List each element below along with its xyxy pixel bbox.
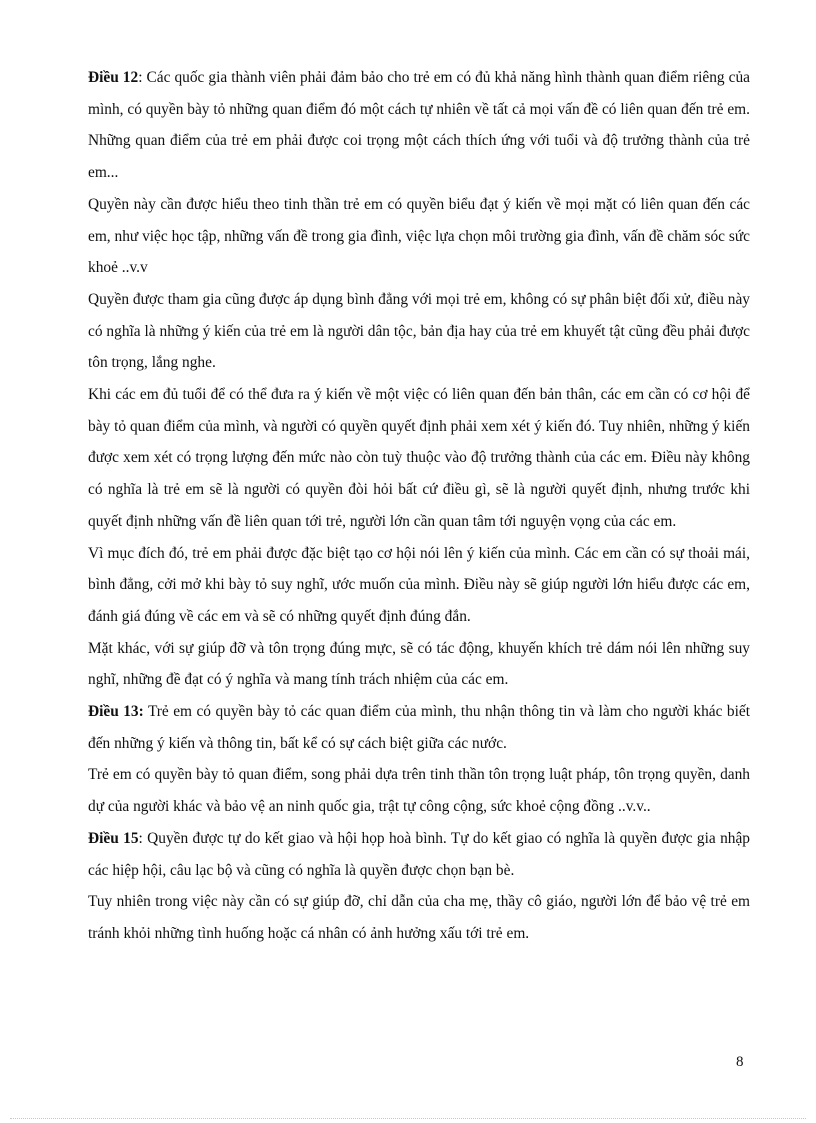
paragraph-text: Trẻ em có quyền bày tỏ quan điểm, song phải dựa trên tinh thần tôn trọng luật pháp, tôn trọng quyền, danh dự của người khác và bảo vệ an ninh quốc gia, trật tự công cộng, sức khoẻ cộng đồng ..v.v.. [88,766,750,816]
paragraph-text: Vì mục đích đó, trẻ em phải được đặc biệt tạo cơ hội nói lên ý kiến của mình. Các em cần có sự thoải mái, bình đẳng, cởi mở khi bày tỏ suy nghĩ, ước muốn của mình. Điều này sẽ giúp người lớn hiểu được các em, đánh giá đúng về các em và sẽ có những quyết định đúng đắn. [88,544,750,625]
paragraph [88,759,750,822]
page-bottom-divider [10,1118,806,1119]
paragraph-text: Quyền được tham gia cũng được áp dụng bình đẳng với mọi trẻ em, không có sự phân biệt đối xử, điều này có nghĩa là những ý kiến của trẻ em là người dân tộc, bản địa hay của trẻ em khuyết tật cũng đều phải được tôn trọng, lắng nghe. [88,290,750,372]
paragraph [88,633,750,696]
page-number: 8 [736,1054,744,1070]
paragraph-text: Quyền này cần được hiểu theo tinh thần trẻ em có quyền biểu đạt ý kiến về mọi mặt có liên quan đến các em, như việc học tập, những vấn đề trong gia đình, việc lựa chọn môi trường gia đình, vấn đề chăm sóc sức khoẻ ..v.v [88,195,750,277]
paragraph [88,538,750,633]
paragraph-text: Mặt khác, với sự giúp đỡ và tôn trọng đúng mực, sẽ có tác động, khuyến khích trẻ dám nói lên những suy nghĩ, những đề đạt có ý nghĩa và mang tính trách nhiệm của các em. [88,639,750,689]
paragraph-dieu-13 [88,696,750,759]
paragraph [88,379,750,538]
article-label-dieu-13: Điều 13: [88,703,144,721]
paragraph-dieu-12 [88,62,750,189]
paragraph-dieu-15 [88,823,750,886]
paragraph-text: : Quyền được tự do kết giao và hội họp hoà bình. Tự do kết giao có nghĩa là quyền được gia nhập các hiệp hội, câu lạc bộ và cũng có nghĩa là quyền được chọn bạn bè. [88,829,750,879]
article-label-dieu-12: Điều 12 [88,69,139,86]
paragraph-text: Tuy nhiên trong việc này cần có sự giúp đỡ, chỉ dẫn của cha mẹ, thầy cô giáo, người lớn để bảo vệ trẻ em tránh khỏi những tình huống hoặc cá nhân có ảnh hưởng xấu tới trẻ em. [88,893,750,942]
document-body [88,62,750,950]
paragraph-text: Trẻ em có quyền bày tỏ các quan điểm của mình, thu nhận thông tin và làm cho người khác biết đến những ý kiến và thông tin, bất kể có sự cách biệt giữa các nước. [88,703,750,752]
paragraph-text: Khi các em đủ tuổi để có thể đưa ra ý kiến về một việc có liên quan đến bản thân, các em cần có cơ hội để bày tỏ quan điểm của mình, và người có quyền quyết định phải xem xét ý kiến đó. Tuy nhiên, những ý kiến được xem xét có trọng lượng đến mức nào còn tuỳ thuộc vào độ trưởng thành của các em. Điều này không có nghĩa là trẻ em sẽ là người có quyền đòi hỏi bất cứ điều gì, sẽ là người quyết định, nhưng trước khi quyết định những vấn đề liên quan tới trẻ, người lớn cần quan tâm tới nguyện vọng của các em. [88,386,750,530]
paragraph [88,886,750,949]
paragraph-text: : Các quốc gia thành viên phải đảm bảo cho trẻ em có đủ khả năng hình thành quan điểm riêng của mình, có quyền bày tỏ những quan điểm đó một cách tự nhiên về tất cả mọi vấn đề có liên quan đến trẻ em. Những quan điểm của trẻ em phải được coi trọng một cách thích ứng với tuổi và độ trưởng thành của trẻ em... [88,69,750,182]
paragraph [88,284,750,379]
paragraph [88,189,750,284]
article-label-dieu-15: Điều 15 [88,829,139,847]
